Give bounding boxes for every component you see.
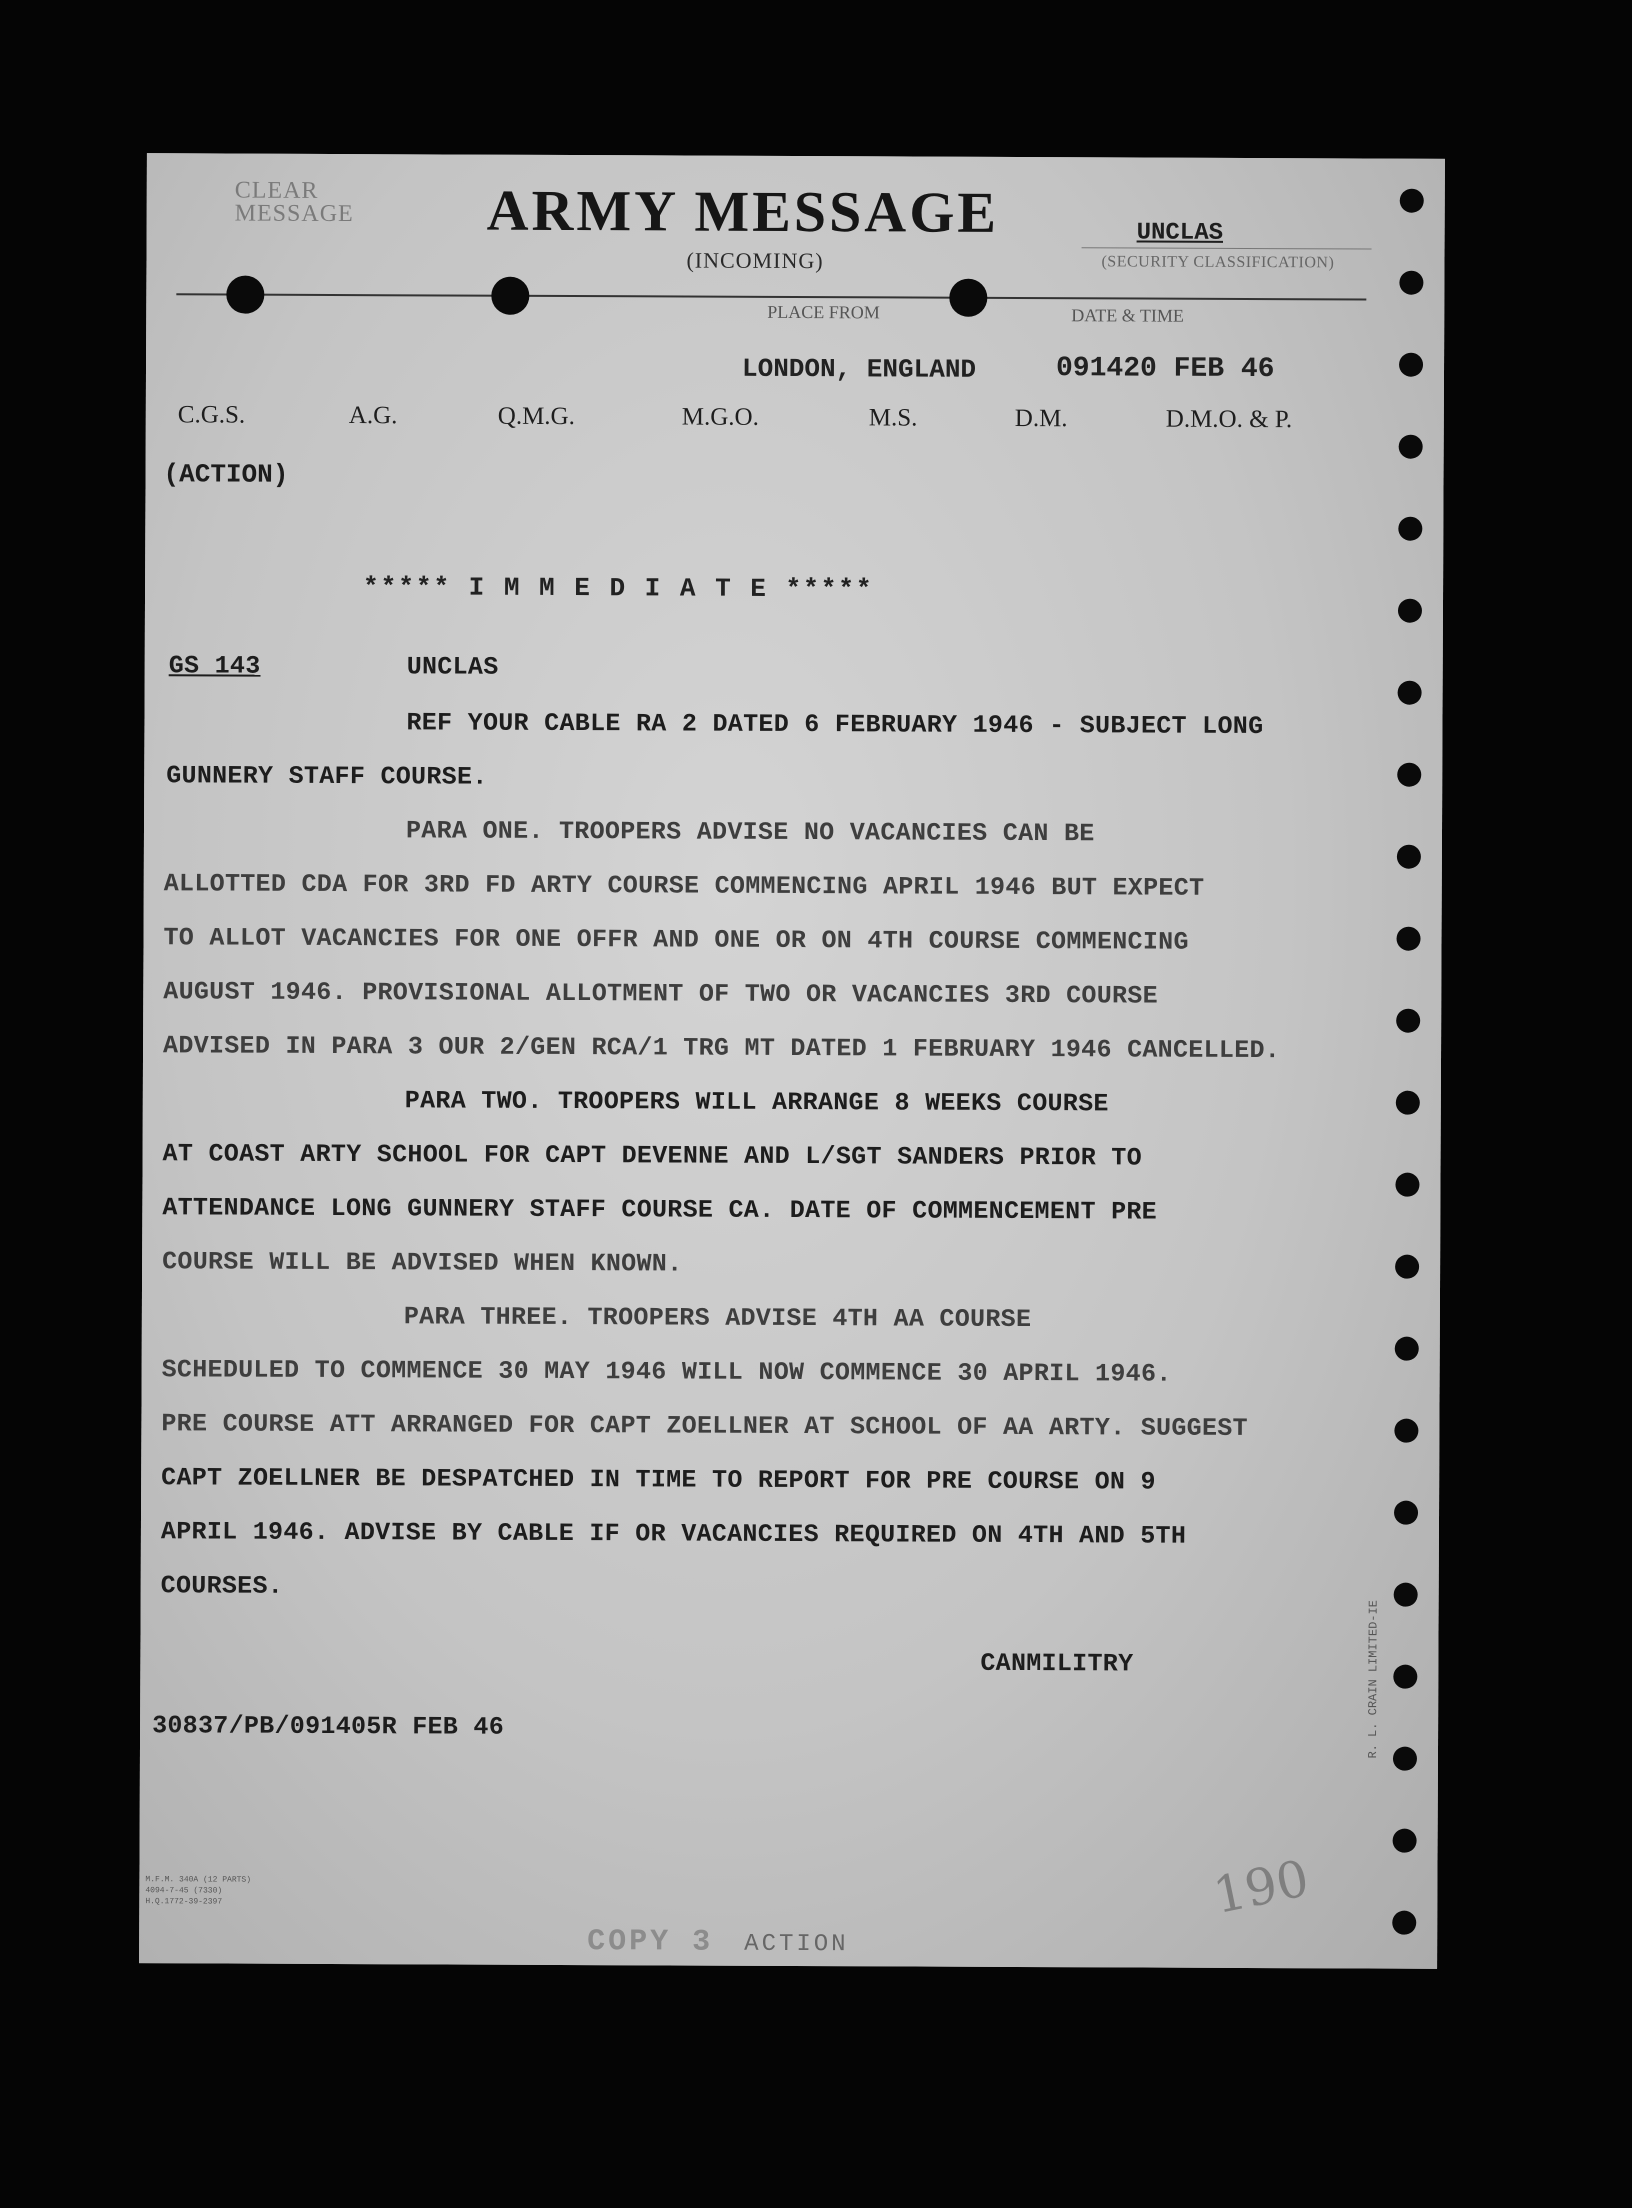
message-footer-reference: 30837/PB/091405R FEB 46: [152, 1711, 505, 1742]
copy-stamp-number: COPY 3: [587, 1925, 714, 1960]
punch-hole-icon: [1397, 845, 1421, 869]
message-line: AT COAST ARTY SCHOOL FOR CAPT DEVENNE AND L/SGT SANDERS PRIOR TO: [162, 1139, 1143, 1173]
handwritten-number: 190: [1208, 1848, 1314, 1926]
message-line: PRE COURSE ATT ARRANGED FOR CAPT ZOELLNER AT SCHOOL OF AA ARTY. SUGGEST: [161, 1409, 1248, 1443]
punch-hole-icon: [1394, 1419, 1418, 1443]
message-line: REF YOUR CABLE RA 2 DATED 6 FEBRUARY 1946 - SUBJECT LONG: [406, 708, 1264, 742]
punch-hole-icon: [1395, 1255, 1419, 1279]
form-number-line3: H.Q.1772-39-2397: [145, 1897, 223, 1907]
security-rule: [1082, 247, 1372, 249]
form-number-line2: 4094-7-45 (7330): [145, 1886, 223, 1896]
punch-hole-icon: [1394, 1501, 1418, 1525]
date-time-value: 091420 FEB 46: [1055, 353, 1275, 386]
punch-hole-icon: [1397, 763, 1421, 787]
message-line: ATTENDANCE LONG GUNNERY STAFF COURSE CA. DATE OF COMMENCEMENT PRE: [162, 1193, 1158, 1227]
addressee-mgo: M.G.O.: [681, 403, 759, 431]
addressee-ag: A.G.: [348, 402, 398, 430]
copy-stamp-action: ACTION: [744, 1930, 849, 1959]
place-from-label: PLACE FROM: [767, 301, 880, 323]
punch-hole-icon: [1396, 927, 1420, 951]
message-line: AUGUST 1946. PROVISIONAL ALLOTMENT OF TWO OR VACANCIES 3RD COURSE: [163, 977, 1159, 1011]
copy-stamp: [587, 1925, 849, 1960]
precedence-line: ***** I M M E D I A T E *****: [362, 572, 874, 605]
addressee-cgs: C.G.S.: [177, 401, 246, 429]
incoming-label: (INCOMING): [686, 247, 824, 274]
punch-hole-icon: [1398, 517, 1422, 541]
message-line: APRIL 1946. ADVISE BY CABLE IF OR VACANCIES REQUIRED ON 4TH AND 5TH: [160, 1517, 1187, 1551]
message-line: CAPT ZOELLNER BE DESPATCHED IN TIME TO REPORT FOR PRE COURSE ON 9: [161, 1463, 1156, 1497]
punch-hole-icon: [1399, 271, 1423, 295]
message-classification: UNCLAS: [406, 652, 499, 682]
message-line: COURSES.: [160, 1571, 284, 1601]
punch-hole-icon: [1396, 1009, 1420, 1033]
punch-hole-icon: [1398, 599, 1422, 623]
punch-hole-icon: [1392, 1911, 1416, 1935]
message-reference-number: GS 143: [168, 651, 261, 681]
security-classification-value: UNCLAS: [1136, 219, 1224, 247]
message-line: PARA ONE. TROOPERS ADVISE NO VACANCIES CAN BE: [405, 816, 1095, 849]
punch-hole-icon: [1393, 1829, 1417, 1853]
addressee-dm: D.M.: [1014, 404, 1068, 433]
army-message-form: [139, 153, 1445, 1969]
punch-hole-icon: [226, 276, 264, 314]
message-line: PARA TWO. TROOPERS WILL ARRANGE 8 WEEKS COURSE: [404, 1086, 1109, 1119]
header-rule: [176, 293, 1366, 300]
message-line: TO ALLOT VACANCIES FOR ONE OFFR AND ONE OR ON 4TH COURSE COMMENCING: [163, 923, 1189, 957]
date-time-label: DATE & TIME: [1071, 305, 1184, 326]
signature: CANMILITRY: [980, 1648, 1134, 1679]
punch-hole-icon: [1400, 189, 1424, 213]
form-number-line1: M.F.M. 340A (12 PARTS): [145, 1875, 252, 1885]
punch-hole-icon: [1399, 353, 1423, 377]
clear-message-line1: CLEAR: [234, 177, 319, 204]
punch-hole-icon: [1395, 1337, 1419, 1361]
message-line: ALLOTTED CDA FOR 3RD FD ARTY COURSE COMMENCING APRIL 1946 BUT EXPECT: [163, 869, 1205, 903]
action-label: (ACTION): [163, 459, 289, 490]
punch-hole-icon: [491, 277, 529, 315]
punch-hole-icon: [1398, 681, 1422, 705]
punch-hole-icon: [1395, 1173, 1419, 1197]
punch-hole-icon: [1394, 1583, 1418, 1607]
form-title: ARMY MESSAGE: [486, 177, 1000, 245]
message-line: COURSE WILL BE ADVISED WHEN KNOWN.: [162, 1247, 683, 1279]
punch-hole-icon: [949, 279, 987, 317]
punch-hole-icon: [1393, 1747, 1417, 1771]
addressee-dmop: D.M.O. & P.: [1165, 405, 1293, 434]
punch-hole-icon: [1399, 435, 1423, 459]
message-line: SCHEDULED TO COMMENCE 30 MAY 1946 WILL NOW COMMENCE 30 APRIL 1946.: [161, 1355, 1172, 1389]
addressee-qmg: Q.M.G.: [497, 402, 575, 431]
security-classification-label: (SECURITY CLASSIFICATION): [1101, 253, 1335, 272]
punch-hole-icon: [1396, 1091, 1420, 1115]
printer-imprint: R. L. CRAIN LIMITED-IE: [1365, 1600, 1381, 1759]
punch-hole-icon: [1393, 1665, 1417, 1689]
message-line: PARA THREE. TROOPERS ADVISE 4TH AA COURSE: [403, 1302, 1032, 1335]
addressee-ms: M.S.: [868, 404, 918, 432]
clear-message-line2: MESSAGE: [234, 200, 354, 228]
message-line: ADVISED IN PARA 3 OUR 2/GEN RCA/1 TRG MT DATED 1 FEBRUARY 1946 CANCELLED.: [162, 1031, 1281, 1066]
clear-message-label: [234, 177, 354, 228]
place-from-value: LONDON, ENGLAND: [741, 353, 977, 385]
message-line: GUNNERY STAFF COURSE.: [166, 761, 488, 792]
